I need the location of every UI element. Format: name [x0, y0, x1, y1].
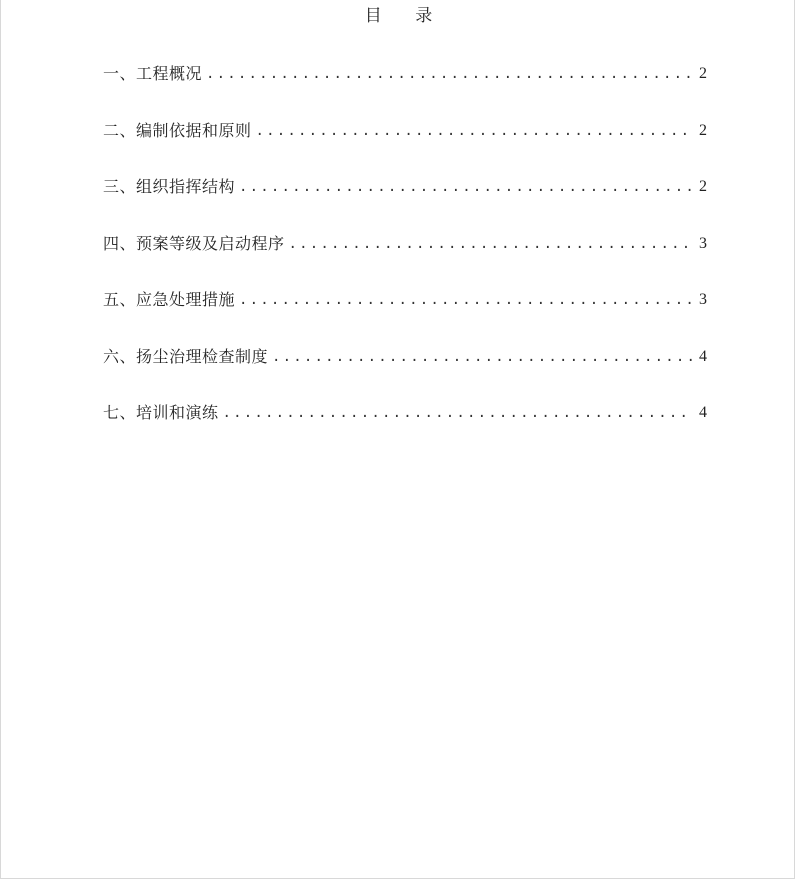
toc-entry-label: 二、编制依据和原则: [103, 120, 252, 140]
toc-dot-leader: [239, 175, 693, 199]
toc-entry-6[interactable]: [103, 342, 707, 369]
toc-entry-3[interactable]: [103, 172, 707, 199]
toc-entry-page-number: 3: [699, 291, 707, 308]
toc-dot-leader: [223, 401, 693, 425]
toc-entry-page-number: 2: [699, 65, 707, 82]
toc-dot-leader: [272, 345, 693, 369]
toc-dot-leader: [289, 232, 693, 256]
toc-entry-page-number: 2: [699, 178, 707, 195]
toc-entry-label: 四、预案等级及启动程序: [103, 233, 285, 253]
toc-entry-label: 六、扬尘治理检查制度: [103, 346, 269, 366]
toc-entry-page-number: 2: [699, 121, 707, 139]
toc-entry-label: 三、组织指挥结构: [103, 177, 236, 196]
toc-entry-7[interactable]: [103, 398, 707, 425]
toc-dot-leader: [239, 288, 693, 312]
toc-entry-label: 七、培训和演练: [103, 403, 219, 422]
toc-entry-label: 五、应急处理措施: [103, 290, 236, 309]
toc-dot-leader: [206, 62, 693, 86]
toc-entry-2[interactable]: [103, 116, 707, 143]
toc-entry-page-number: 4: [699, 347, 707, 365]
toc-entry-4[interactable]: [103, 229, 707, 256]
toc-list: [103, 59, 707, 455]
toc-entry-1[interactable]: [103, 59, 707, 86]
toc-entry-label: 一、工程概况: [103, 64, 203, 83]
toc-entry-page-number: 3: [699, 234, 707, 252]
toc-title: 目 录: [364, 6, 447, 26]
toc-dot-leader: [256, 119, 693, 143]
toc-entry-page-number: 4: [699, 404, 707, 421]
toc-entry-5[interactable]: [103, 285, 707, 312]
